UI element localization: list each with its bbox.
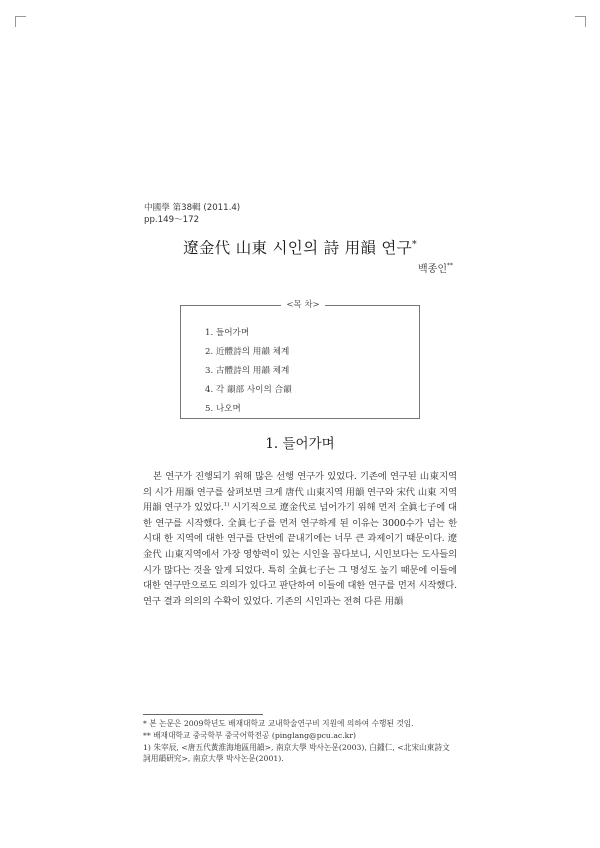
footnote-author: ** 배재대학교 중국학부 중국어학전공 (pinglang@pcu.ac.kr) — [143, 731, 356, 740]
author-footnote-mark: ** — [447, 262, 453, 270]
section-heading: 1. 들어가며 — [265, 436, 335, 452]
paper-title — [0, 236, 600, 258]
toc-item: 3. 古體詩의 用韻 체계 — [205, 366, 290, 376]
title-footnote-mark: * — [411, 238, 417, 250]
title-text: 遼金代 山東 시인의 詩 用韻 연구 — [183, 239, 412, 257]
body-text-part-2: 시기적으로 遼金代로 넘어가기 위해 먼저 全眞七子에 대한 연구를 시작했다. 全眞七子를 먼저 연구하게 된 이유는 3000수가 넘는 한 시대 한 지역에 대한 연구를 단번에 끝내기에는 너무 큰 과제이기 때문이다. 遼金代 山東지역에서 가장 영향력이 있는 시인을 꼽다보니, 시인보다는 도사들의 시가 많다는 것을 알게 되었다. 특히 全眞七子는 그 명성도 높기 때문에 이들에 대한 연구만으로도 의의가 있다고 판단하여 이들에 대한 연구를 먼저 시작했다. 연구 결과 의의의 수확이 있었다. 기존의 시인과는 전혀 다른 用韻 — [143, 502, 457, 607]
body-text-part-1: 본 연구가 진행되기 위해 많은 선행 연구가 있었다. 기존에 연구된 山東지역의 시가 用韻 연구를 살펴보면 크게 唐代 山東지역 用韻 연구와 宋代 山東 지역 用韻 연구가 있었다. — [143, 471, 457, 514]
toc-list — [205, 327, 292, 422]
crop-mark-right — [575, 16, 586, 27]
author-name: 백종인 — [418, 264, 447, 275]
toc-item: 5. 나오며 — [205, 404, 241, 414]
crop-mark-left — [15, 16, 26, 27]
journal-header — [144, 203, 240, 226]
footnote-divider — [143, 714, 263, 715]
toc-item: 2. 近體詩의 用韻 체계 — [205, 347, 290, 357]
page-range: pp.149～172 — [144, 214, 200, 225]
toc-item: 1. 들어가며 — [205, 328, 250, 338]
body-paragraph — [143, 469, 457, 609]
toc-heading: <목 차> — [281, 298, 325, 310]
footnote-ref: 1) — [223, 502, 230, 509]
author — [418, 260, 453, 275]
footnote-title: * 본 논문은 2009학년도 배재대학교 교내학술연구비 지원에 의하여 수행된 것임. — [143, 719, 414, 728]
toc-item: 4. 각 韻部 사이의 合韻 — [205, 385, 292, 395]
footnote-1: 1) 朱宰辰, <唐五代黃淮海地區用韻>, 南京大學 박사논문(2003), 白鍾仁, <北宋山東詩文詞用韻研究>, 南京大學 박사논문(2001). — [143, 743, 450, 763]
journal-issue: 中國學 第38輯 (2011.4) — [144, 203, 241, 213]
